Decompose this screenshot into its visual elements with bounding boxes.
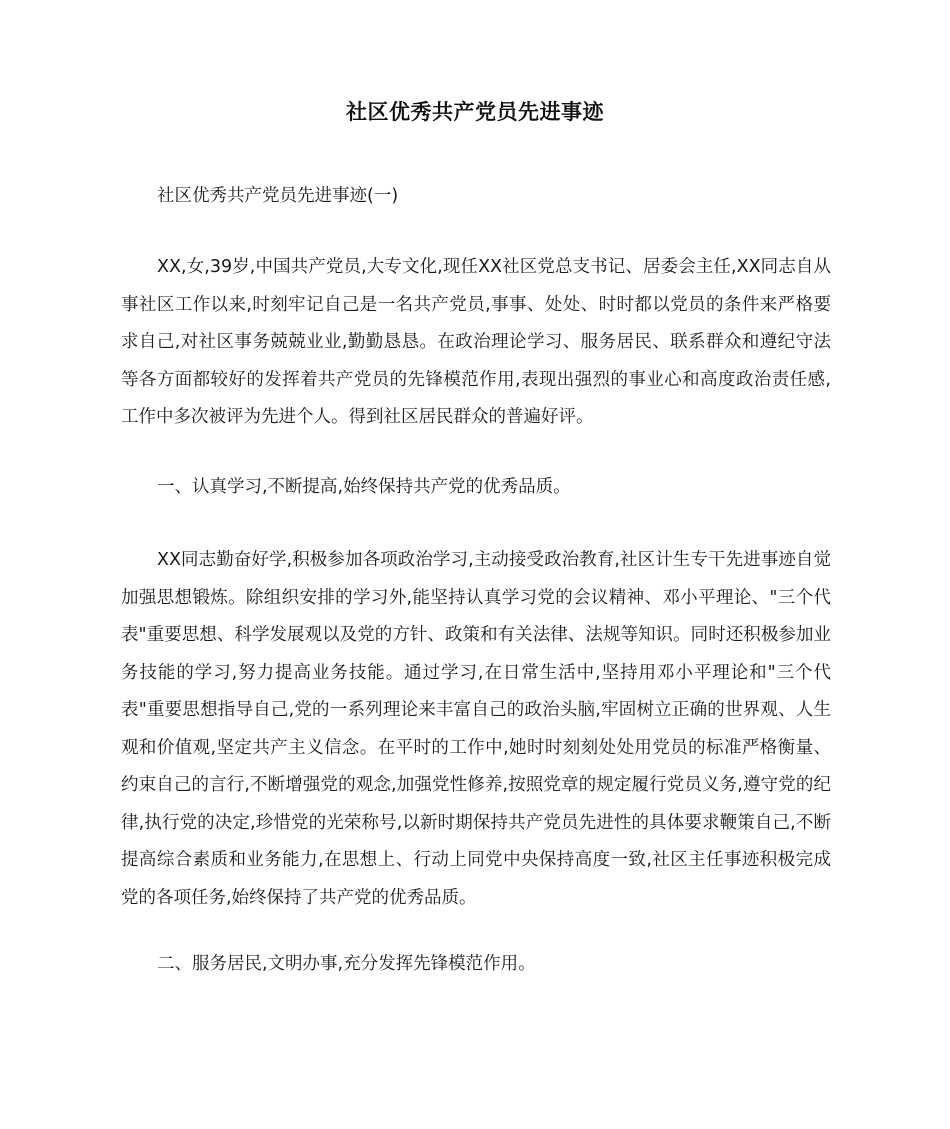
document-subtitle: 社区优秀共产党员先进事迹(一) [157,186,399,206]
section-heading-1: 一、认真学习,不断提高,始终保持共产党的优秀品质。 [157,477,571,497]
section-body-1: XX同志勤奋好学,积极参加各项政治学习,主动接受政治教育,社区计生专干先进事迹自觉加强思想锻炼。除组织安排的学习外,能坚持认真学习党的会议精神、邓小平理论、"三个代表"重要思想、科学发展观以及党的方针、政策和有关法律、法规等知识。同时还积极参加业务技能的学习,努力提高业务技能。通过学习,在日常生活中,坚持用邓小平理论和"三个代表"重要思想指导自己,党的一系列理论来丰富自己的政治头脑,牢固树立正确的世界观、人生观和价值观,坚定共产主义信念。在平时的工作中,她时时刻刻处处用党员的标准严格衡量、约束自己的言行,不断增强党的观念,加强党性修养,按照党章的规定履行党员义务,遵守党的纪律,执行党的决定,珍惜党的光荣称号,以新时期保持共产党员先进性的具体要求鞭策自己,不断提高综合素质和业务能力,在思想上、行动上同党中央保持高度一致,社区主任事迹积极完成党的各项任务,始终保持了共产党的优秀品质。 [121,550,831,908]
intro-paragraph: XX,女,39岁,中国共产党员,大专文化,现任XX社区党总支书记、居委会主任,XX同志自从事社区工作以来,时刻牢记自己是一名共产党员,事事、处处、时时都以党员的条件来严格要求自己,对社区事务兢兢业业,勤勤恳恳。在政治理论学习、服务居民、联系群众和遵纪守法等各方面都较好的发挥着共产党员的先锋模范作用,表现出强烈的事业心和高度政治责任感,工作中多次被评为先进个人。得到社区居民群众的普遍好评。 [121,257,831,427]
document-title: 社区优秀共产党员先进事迹 [346,100,604,124]
section-heading-2: 二、服务居民,文明办事,充分发挥先锋模范作用。 [157,954,536,974]
